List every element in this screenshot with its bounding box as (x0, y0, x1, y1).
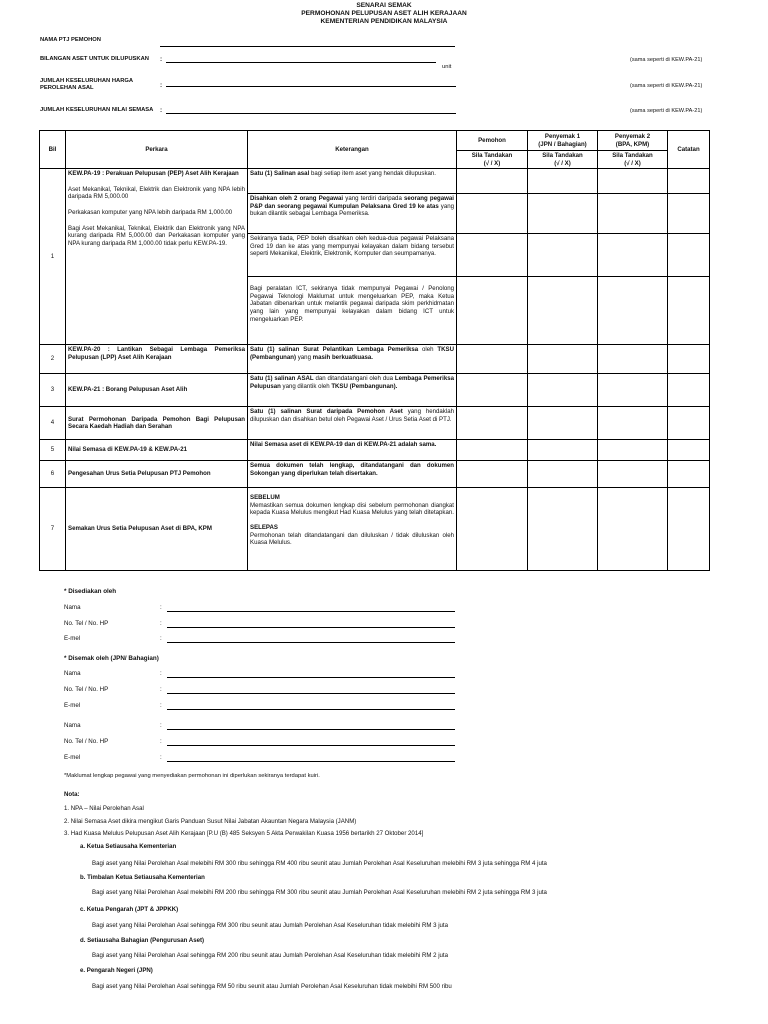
row-7-ket (248, 488, 457, 571)
nota-sub-d-text: Bagi aset yang Nilai Perolehan Asal sehingga RM 200 ribu seunit atau Jumlah Perolehan Asal Keseluruhan tidak melebihi RM 2 juta (92, 952, 449, 959)
bilangan-field[interactable] (166, 62, 436, 63)
row-1-3-pemohon-cell[interactable] (457, 234, 528, 277)
ket-bold: Satu (1) Salinan asal (250, 170, 310, 178)
disemak-tel-field[interactable] (167, 693, 455, 694)
jumlah-semasa-field[interactable] (166, 113, 456, 114)
colon: : (160, 722, 162, 729)
row-4-bil: 4 (40, 407, 66, 440)
checklist-table (39, 130, 710, 571)
jumlah-harga-note: (sama seperti di KEW.PA-21) (630, 83, 703, 89)
row-4-penyemak2-cell[interactable] (598, 407, 668, 440)
row-3-perkara: KEW.PA-21 : Borang Pelupusan Aset Alih (66, 374, 248, 407)
jumlah-semasa-colon: : (160, 107, 163, 114)
sebelum-label: SEBELUM (250, 494, 280, 502)
nota-sub-a-label: a. Ketua Setiausaha Kementerian (80, 843, 177, 850)
ket-text-2: yang (296, 353, 313, 361)
sila-b: (√ / X) (483, 159, 501, 167)
nota-sub-b-label: b. Timbalan Ketua Setiausaha Kementerian (80, 874, 205, 881)
row-1-4-catatan-cell[interactable] (668, 277, 710, 345)
row-7-bil: 7 (40, 488, 66, 571)
ptj-field[interactable] (160, 46, 455, 47)
disediakan-heading: * Disediakan oleh (64, 588, 117, 595)
table-row (40, 169, 710, 194)
sila-b: (√ / X) (624, 159, 641, 167)
ket-text: yang terdiri daripada (343, 195, 405, 203)
row-1-4-penyemak2-cell[interactable] (598, 277, 668, 345)
disemak-nama-label: Nama (64, 670, 81, 677)
penyemak1-a: Penyemak 1 (544, 132, 581, 140)
row-4-perkara: Surat Permohonan Daripada Pemohon Bagi Pelupusan Secara Kaedah Hadiah dan Serahan (66, 407, 248, 440)
selepas-label: SELEPAS (250, 524, 278, 532)
row-6-ket: Semua dokumen telah lengkap, ditandatangani dan dokumen Sokongan yang diperlukan telah disertakan. (248, 461, 457, 488)
colon: : (160, 738, 162, 745)
ket-bold: Disahkan oleh 2 orang Pegawai (250, 195, 344, 203)
row-5-catatan-cell[interactable] (668, 440, 710, 461)
jumlah-harga-label-a: JUMLAH KESELURUHAN HARGA (40, 78, 134, 84)
row-1-1-penyemak2-cell[interactable] (598, 169, 668, 194)
ptj-label: NAMA PTJ PEMOHON (40, 37, 101, 43)
ket-bold: Satu (1) salinan ASAL (250, 375, 314, 383)
disediakan-nama-label: Nama (64, 604, 81, 611)
nota-sub-d-label: d. Setiausaha Bahagian (Pengurusan Aset) (80, 937, 205, 944)
colon: : (160, 620, 162, 627)
bilangan-colon: : (160, 56, 163, 63)
jumlah-harga-label-b: PEROLEHAN ASAL (40, 85, 94, 92)
row-5-perkara: Nilai Semasa di KEW.PA-19 & KEW.PA-21 (66, 440, 248, 461)
table-row (40, 440, 710, 461)
disemak-tel-label-2: No. Tel / No. HP (64, 738, 109, 745)
colon: : (160, 670, 162, 677)
nota-item-2: 2. Nilai Semasa Aset dikira mengikut Garis Panduan Susut Nilai Jabatan Akauntan Negara Malaysia (JANM) (64, 818, 357, 825)
ket-bold: Satu (1) salinan Surat daripada Pemohon Aset (250, 408, 403, 416)
title-line-2: PERMOHONAN PELUPUSAN ASET ALIH KERAJAAN (301, 10, 467, 18)
row-1-ket-2 (248, 194, 457, 234)
row-1-perkara-p2: Perkakasan komputer yang NPA lebih daripada RM 1,000.00 (68, 209, 233, 217)
header-catatan: Catatan (668, 131, 710, 169)
row-7-catatan-cell[interactable] (668, 488, 710, 571)
disemak-tel-label: No. Tel / No. HP (64, 686, 109, 693)
row-7-penyemak1-cell[interactable] (528, 488, 598, 571)
disemak-tel-field-2[interactable] (167, 745, 455, 746)
disemak-emel-label-2: E-mel (64, 754, 81, 761)
table-row (40, 374, 710, 407)
penyemak1-b: (JPN / Bahagian) (538, 140, 587, 148)
nota-sub-b-text: Bagi aset yang Nilai Perolehan Asal melebihi RM 200 ribu sehingga RM 300 ribu seunit atau Jumlah Perolehan Asal Keseluruhan melebihi RM 2 juta sehingga RM 3 juta (92, 889, 547, 896)
sebelum-text: Memastikan semua dokumen lengkap disi sebelum permohonan diangkat kepada Kuasa Melulus mengikut Had Kuasa Melulus yang telah ditetapkan. (250, 501, 454, 517)
row-1-perkara (66, 169, 248, 345)
jumlah-semasa-note: (sama seperti di KEW.PA-21) (630, 108, 703, 114)
row-5-bil: 5 (40, 440, 66, 461)
table-header-row (40, 131, 710, 151)
jumlah-semasa-label: JUMLAH KESELURUHAN NILAI SEMASA (40, 107, 154, 113)
row-1-2-pemohon-cell[interactable] (457, 194, 528, 234)
nota-item-1: 1. NPA – Nilai Perolehan Asal (64, 805, 144, 812)
row-3-pemohon-cell[interactable] (457, 374, 528, 407)
colon: : (160, 635, 162, 642)
ket-bold-3: TKSU (Pembangunan). (331, 382, 398, 390)
row-1-4-pemohon-cell[interactable] (457, 277, 528, 345)
disediakan-nama-field[interactable] (167, 611, 455, 612)
bilangan-label: BILANGAN ASET UNTUK DILUPUSKAN (40, 56, 149, 62)
unit-label: unit (442, 64, 452, 70)
sila-tandakan-penyemak2 (598, 151, 668, 169)
ket-bold: Satu (1) salinan Surat Pelantikan Lembaga Pemeriksa (250, 346, 419, 354)
nota-sub-c-label: c. Ketua Pengarah (JPT & JPPKK) (80, 906, 179, 913)
disemak-heading: * Disemak oleh (JPN/ Bahagian) (64, 655, 159, 662)
row-2-penyemak2-cell[interactable] (598, 345, 668, 374)
row-1-perkara-title: KEW.PA-19 : Perakuan Pelupusan (PEP) Aset Alih Kerajaan (68, 170, 239, 178)
bilangan-note: (sama seperti di KEW.PA-21) (630, 57, 703, 63)
row-1-2-penyemak2-cell[interactable] (598, 194, 668, 234)
ket-bold-2: Lembaga Pemeriksa Pelupusan (250, 375, 454, 390)
disemak-emel-field[interactable] (167, 709, 455, 710)
jumlah-harga-field[interactable] (166, 86, 456, 87)
ket-bold-2: TKSU (Pembangunan) (250, 346, 454, 361)
title-line-3: KEMENTERIAN PENDIDIKAN MALAYSIA (320, 18, 448, 26)
disediakan-tel-label: No. Tel / No. HP (64, 620, 109, 627)
row-3-penyemak2-cell[interactable] (598, 374, 668, 407)
header-penyemak2 (598, 131, 668, 151)
ket-bold-2: seorang pegawai P&P dan seorang pegawai Kumpulan Pelaksana Gred 19 ke atas (250, 195, 454, 210)
sila-tandakan-pemohon (457, 151, 528, 169)
nota-sub-c-text: Bagi aset yang Nilai Perolehan Asal sehingga RM 300 ribu seunit atau Jumlah Perolehan Asal Keseluruhan tidak melebihi RM 3 juta (92, 922, 449, 929)
row-6-perkara: Pengesahan Urus Setia Pelupusan PTJ Pemohon (66, 461, 248, 488)
row-1-3-catatan-cell[interactable] (668, 234, 710, 277)
nota-item-3: 3. Had Kuasa Melulus Pelupusan Aset Alih Kerajaan [P.U (B) 485 Seksyen 5 Akta Perwakilan Kuasa 1956 bertarikh 27 Oktober 2014] (64, 830, 424, 837)
nota-sub-a-text: Bagi aset yang Nilai Perolehan Asal melebihi RM 300 ribu sehingga RM 400 ribu seunit atau Jumlah Perolehan Asal Keseluruhan melebihi RM 3 juta sehingga RM 4 juta (92, 860, 547, 867)
penyemak2-b: (BPA, KPM) (615, 140, 650, 148)
row-1-2-catatan-cell[interactable] (668, 194, 710, 234)
table-row (40, 488, 710, 571)
row-1-perkara-p1: Aset Mekanikal, Teknikal, Elektrik dan Elektronik yang NPA lebih daripada RM 5,000.00 (68, 185, 245, 201)
header-bil: Bil (40, 131, 66, 169)
row-5-penyemak2-cell[interactable] (598, 440, 668, 461)
row-5-penyemak1-cell[interactable] (528, 440, 598, 461)
header-keterangan: Keterangan (248, 131, 457, 169)
row-4-ket (248, 407, 457, 440)
row-4-pemohon-cell[interactable] (457, 407, 528, 440)
title-line-1: SENARAI SEMAK (356, 2, 412, 9)
row-2-bil: 2 (40, 345, 66, 374)
footnote: *Maklumat lengkap pegawai yang menyediakan permohonan ini diperlukan sekiranya terdapat kuiri. (64, 773, 320, 779)
row-1-1-penyemak1-cell[interactable] (528, 169, 598, 194)
jumlah-harga-label (40, 78, 163, 92)
sila-b: (√ / X) (554, 159, 571, 167)
row-2-pemohon-cell[interactable] (457, 345, 528, 374)
row-1-ket-1 (248, 169, 457, 194)
document-title (0, 2, 768, 26)
row-1-1-catatan-cell[interactable] (668, 169, 710, 194)
disemak-nama-field[interactable] (167, 677, 455, 678)
sila-tandakan-penyemak1 (528, 151, 598, 169)
disemak-emel-field-2[interactable] (167, 761, 455, 762)
header-pemohon: Pemohon (457, 131, 528, 151)
ket-text-2: yang bukan dilantik sebagai Lembaga Pemeriksa. (250, 202, 454, 218)
row-7-pemohon-cell[interactable] (457, 488, 528, 571)
row-3-catatan-cell[interactable] (668, 374, 710, 407)
row-3-penyemak1-cell[interactable] (528, 374, 598, 407)
row-6-catatan-cell[interactable] (668, 461, 710, 488)
colon: : (160, 754, 162, 761)
ket-text-2: yang dilantik oleh (280, 382, 332, 390)
row-1-bil: 1 (40, 169, 66, 345)
jumlah-harga-colon: : (160, 82, 163, 89)
sila-a: Sila Tandakan (542, 152, 583, 159)
row-1-2-penyemak1-cell[interactable] (528, 194, 598, 234)
table-row (40, 461, 710, 488)
row-1-3-penyemak2-cell[interactable] (598, 234, 668, 277)
row-2-catatan-cell[interactable] (668, 345, 710, 374)
disediakan-emel-label: E-mel (64, 635, 81, 642)
row-2-ket (248, 345, 457, 374)
row-6-bil: 6 (40, 461, 66, 488)
row-1-3-penyemak1-cell[interactable] (528, 234, 598, 277)
row-6-pemohon-cell[interactable] (457, 461, 528, 488)
table-row (40, 407, 710, 440)
ket-text: dan ditandatangani oleh dua (313, 375, 395, 383)
row-7-perkara: Semakan Urus Setia Pelupusan Aset di BPA, KPM (66, 488, 248, 571)
row-4-penyemak1-cell[interactable] (528, 407, 598, 440)
row-1-ket-4: Bagi peralatan ICT, sekiranya tidak mempunyai Pegawai / Penolong Pegawai Teknologi Maklumat untuk mengeluarkan PEP, maka Ketua Jabatan dibenarkan untuk melantik pegawai daripada skim perkhidmatan yang lain yang mempunyai kelayakan dalam bidang ICT untuk mengeluarkan PEP. (248, 277, 457, 345)
disediakan-emel-field[interactable] (167, 642, 455, 643)
row-2-perkara: KEW.PA-20 : Lantikan Sebagai Lembaga Pemeriksa Pelupusan (LPP) Aset Alih Kerajaan (66, 345, 248, 374)
row-1-1-pemohon-cell[interactable] (457, 169, 528, 194)
disediakan-tel-field[interactable] (167, 627, 455, 628)
selepas-text: Permohonan telah ditandatangani dan diluluskan / tidak diluluskan oleh Kuasa Melulus. (250, 531, 454, 547)
row-3-ket (248, 374, 457, 407)
row-4-catatan-cell[interactable] (668, 407, 710, 440)
nota-heading: Nota: (64, 791, 80, 798)
colon: : (160, 604, 162, 611)
disemak-emel-label: E-mel (64, 702, 81, 709)
header-penyemak1 (528, 131, 598, 151)
row-5-pemohon-cell[interactable] (457, 440, 528, 461)
row-5-ket: Nilai Semasa aset di KEW.PA-19 dan di KEW.PA-21 adalah sama. (248, 440, 457, 461)
row-1-4-penyemak1-cell[interactable] (528, 277, 598, 345)
header-perkara: Perkara (66, 131, 248, 169)
ket-text: yang hendaklah dilupuskan dan disahkan betul oleh Pegawai Aset / Urus Setia Aset di PTJ. (250, 408, 454, 423)
colon: : (160, 686, 162, 693)
ket-text: oleh (418, 346, 438, 354)
ket-bold-3: masih berkuatkuasa. (312, 353, 373, 361)
row-1-perkara-p3: Bagi Aset Mekanikal, Teknikal, Elektrik dan Elektronik yang NPA kurang daripada RM 5,000.00 dan Perkakasan komputer yang NPA kurang daripada RM 1,000.00 tidak perlu KEW.PA-19. (68, 224, 245, 247)
row-6-penyemak1-cell[interactable] (528, 461, 598, 488)
row-7-penyemak2-cell[interactable] (598, 488, 668, 571)
penyemak2-a: Penyemak 2 (614, 132, 651, 140)
ket-text: bagi setiap item aset yang hendak dilupuskan. (309, 170, 436, 178)
disemak-nama-field-2[interactable] (167, 729, 455, 730)
colon: : (160, 702, 162, 709)
sila-a: Sila Tandakan (612, 152, 653, 159)
nota-sub-e-label: e. Pengarah Negeri (JPN) (80, 967, 153, 974)
sila-a: Sila Tandakan (471, 152, 513, 159)
table-row (40, 345, 710, 374)
row-2-penyemak1-cell[interactable] (528, 345, 598, 374)
row-1-ket-3: Sekiranya tiada, PEP boleh disahkan oleh kedua-dua pegawai Pelaksana Gred 19 dan ke atas yang mempunyai kelayakan dalam bidang tersebut seperti Mekanikal, Elektrik, Elektronik, Komputer dan seumpamanya. (248, 234, 457, 277)
disemak-nama-label-2: Nama (64, 722, 81, 729)
nota-sub-e-text: Bagi aset yang Nilai Perolehan Asal sehingga RM 50 ribu seunit atau Jumlah Perolehan Asal Keseluruhan tidak melebihi RM 500 ribu (92, 983, 452, 990)
row-6-penyemak2-cell[interactable] (598, 461, 668, 488)
row-3-bil: 3 (40, 374, 66, 407)
